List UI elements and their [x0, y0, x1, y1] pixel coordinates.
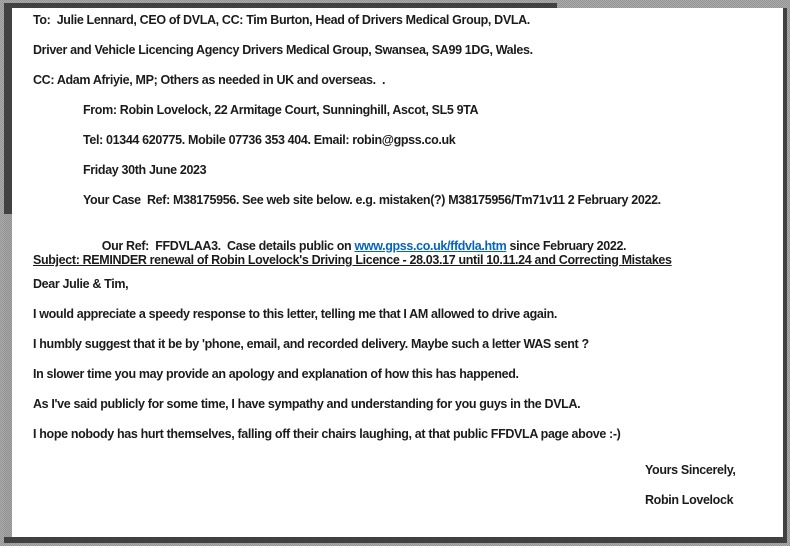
letter-page: [4, 3, 787, 543]
frame-top-right-gap: [557, 3, 787, 8]
ffdvla-web-link[interactable]: www.gpss.co.uk/ffdvla.htm: [354, 239, 507, 253]
letter-line-our-ref: [33, 222, 775, 253]
body-paragraph: As I've said publicly for some time, I have sympathy and understanding for you guys in the DVLA.: [33, 397, 581, 411]
closing-block: [645, 462, 775, 508]
body-paragraph: I humbly suggest that it be by 'phone, email, and recorded delivery. Maybe such a letter WAS sent ?: [33, 337, 589, 351]
letter-line-from: From: Robin Lovelock, 22 Armitage Court, Sunninghill, Ascot, SL5 9TA: [83, 103, 479, 117]
letter-line-date: Friday 30th June 2023: [83, 163, 207, 177]
subject-line: Subject: REMINDER renewal of Robin Lovelock's Driving Licence - 28.03.17 until 10.11.24 and Correcting Mistakes: [33, 253, 672, 267]
letter-content: [12, 8, 783, 508]
letter-line-to: To: Julie Lennard, CEO of DVLA, CC: Tim Burton, Head of Drivers Medical Group, DVLA.: [33, 13, 530, 27]
letter-line-cc: CC: Adam Afriyie, MP; Others as needed in UK and overseas. .: [33, 73, 386, 87]
letter-line-contact: Tel: 01344 620775. Mobile 07736 353 404. Email: robin@gpss.co.uk: [83, 133, 456, 147]
our-ref-text-before: Our Ref: FFDVLAA3. Case details public on: [101, 239, 355, 253]
our-ref-text-after: since February 2022.: [506, 239, 627, 253]
body-paragraph: I hope nobody has hurt themselves, falling off their chairs laughing, at that public FFDVLA page above :-): [33, 427, 621, 441]
salutation: Dear Julie & Tim,: [33, 277, 129, 291]
closing-valediction: Yours Sincerely,: [645, 463, 736, 477]
letter-line-agency-address: Driver and Vehicle Licencing Agency Drivers Medical Group, Swansea, SA99 1DG, Wales.: [33, 43, 533, 57]
body-paragraph: In slower time you may provide an apology and explanation of how this has happened.: [33, 367, 519, 381]
letter-line-case-ref: Your Case Ref: M38175956. See web site below. e.g. mistaken(?) M38175956/Tm71v11 2 February 2022.: [83, 193, 661, 207]
signature-name: Robin Lovelock: [645, 493, 734, 507]
frame-left-lower-gap: [4, 214, 12, 537]
body-paragraph: I would appreciate a speedy response to this letter, telling me that I AM allowed to drive again.: [33, 307, 558, 321]
